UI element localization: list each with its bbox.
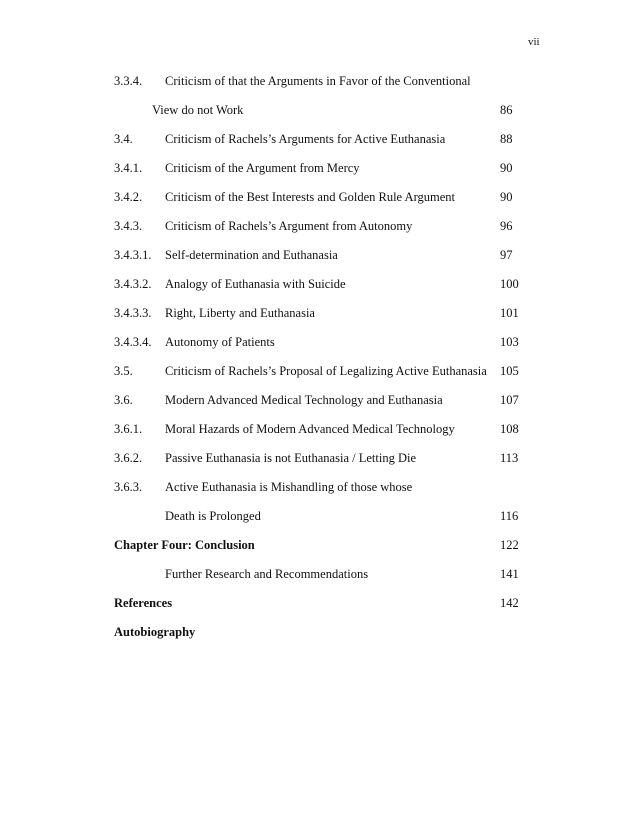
toc-entry-page: 122	[500, 538, 519, 552]
toc-entry-title: Passive Euthanasia is not Euthanasia / Letting Die	[165, 451, 416, 465]
toc-entry-number: 3.4.3.1.	[114, 248, 152, 262]
toc-entry-page: 88	[500, 132, 513, 146]
toc-chapter-heading[interactable]	[0, 594, 638, 612]
toc-entry-page: 101	[500, 306, 519, 320]
toc-entry-page: 90	[500, 161, 513, 175]
toc-entry[interactable]	[0, 130, 638, 148]
toc-entry-page: 90	[500, 190, 513, 204]
toc-entry-title: Active Euthanasia is Mishandling of those whose	[165, 480, 413, 494]
toc-entry-title: Moral Hazards of Modern Advanced Medical Technology	[165, 422, 455, 436]
toc-entry-title: Criticism of Rachels’s Proposal of Legalizing Active Euthanasia	[165, 364, 487, 378]
toc-entry-page: 108	[500, 422, 519, 436]
toc-entry[interactable]	[0, 246, 638, 264]
toc-entry-number: 3.3.4.	[114, 74, 143, 88]
toc-entry-page: 116	[500, 509, 519, 523]
toc-entry[interactable]	[0, 217, 638, 235]
toc-entry[interactable]	[0, 188, 638, 206]
toc-entry-number: 3.5.	[114, 364, 133, 378]
toc-entry-title: Death is Prolonged	[165, 509, 261, 523]
page-number: vii	[528, 36, 540, 48]
toc-entry-title: View do not Work	[152, 103, 244, 117]
toc-entry[interactable]	[0, 159, 638, 177]
toc-entry-page: 96	[500, 219, 513, 233]
toc-entry-continuation[interactable]	[0, 101, 638, 119]
toc-entry-title: Criticism of the Best Interests and Golden Rule Argument	[165, 190, 456, 204]
toc-entry[interactable]	[0, 72, 638, 90]
toc-entry-page: 142	[500, 596, 519, 610]
toc-entry-number: 3.4.3.2.	[114, 277, 152, 291]
toc-entry-title: Criticism of that the Arguments in Favor of the Conventional	[165, 74, 471, 88]
toc-entry[interactable]	[0, 478, 638, 496]
toc-entry-title: Criticism of Rachels’s Argument from Autonomy	[165, 219, 413, 233]
toc-entry-title: Self-determination and Euthanasia	[165, 248, 338, 262]
toc-entry-number: 3.6.	[114, 393, 133, 407]
toc-entry-title: References	[114, 596, 173, 610]
toc-chapter-heading[interactable]	[0, 536, 638, 554]
toc-entry-page: 105	[500, 364, 519, 378]
toc-chapter-heading[interactable]	[0, 623, 638, 641]
toc-entry-number: 3.4.3.	[114, 219, 143, 233]
toc-entry-title: Modern Advanced Medical Technology and Euthanasia	[165, 393, 443, 407]
toc-entry-number: 3.6.1.	[114, 422, 143, 436]
toc-entry[interactable]	[0, 391, 638, 409]
toc-entry[interactable]	[0, 275, 638, 293]
toc-entry-number: 3.4.2.	[114, 190, 143, 204]
toc-entry-number: 3.4.3.4.	[114, 335, 152, 349]
toc-entry-page: 113	[500, 451, 519, 465]
toc-entry-continuation[interactable]	[0, 507, 638, 525]
toc-entry-page: 100	[500, 277, 519, 291]
toc-entry-page: 141	[500, 567, 519, 581]
toc-entry-title: Autobiography	[114, 625, 196, 639]
toc-entry-number: 3.6.2.	[114, 451, 143, 465]
toc-entry[interactable]	[0, 565, 638, 583]
toc-entry-page: 107	[500, 393, 519, 407]
toc-entry-page: 97	[500, 248, 513, 262]
toc-entry-number: 3.6.3.	[114, 480, 143, 494]
toc-entry-title: Criticism of Rachels’s Arguments for Active Euthanasia	[165, 132, 446, 146]
toc-entry-title: Chapter Four: Conclusion	[114, 538, 255, 552]
toc-entry-page: 86	[500, 103, 513, 117]
toc-entry-title: Further Research and Recommendations	[165, 567, 369, 581]
toc-entry[interactable]	[0, 449, 638, 467]
toc-entry[interactable]	[0, 420, 638, 438]
toc-entry-title: Right, Liberty and Euthanasia	[165, 306, 315, 320]
toc-entry-page: 103	[500, 335, 519, 349]
toc-entry-title: Autonomy of Patients	[165, 335, 275, 349]
toc-entry-title: Analogy of Euthanasia with Suicide	[165, 277, 346, 291]
toc-entry-number: 3.4.3.3.	[114, 306, 152, 320]
toc-entry[interactable]	[0, 362, 638, 380]
toc-entry-number: 3.4.1.	[114, 161, 143, 175]
toc-entry-title: Criticism of the Argument from Mercy	[165, 161, 360, 175]
toc-entry-number: 3.4.	[114, 132, 133, 146]
toc-entry[interactable]	[0, 333, 638, 351]
toc-entry[interactable]	[0, 304, 638, 322]
